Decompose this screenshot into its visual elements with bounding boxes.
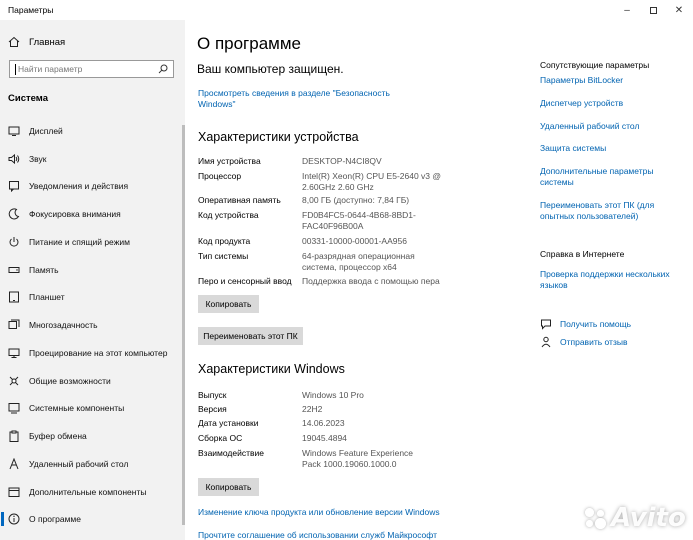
- minimize-icon: –: [624, 4, 630, 16]
- online-help-heading: Справка в Интернете: [540, 249, 625, 259]
- multilanguage-support-link[interactable]: Проверка поддержки нескольких языков: [540, 269, 670, 290]
- sidebar-item-label: Общие возможности: [29, 376, 111, 386]
- projecting-icon: [8, 347, 20, 359]
- notifications-icon: [8, 180, 20, 192]
- bitlocker-link[interactable]: Параметры BitLocker: [540, 75, 624, 85]
- spec-key: Процессор: [198, 171, 242, 181]
- optional-features-icon: [8, 486, 20, 498]
- sidebar-item-label: Память: [29, 265, 59, 275]
- spec-value: 64-разрядная операционная система, процессор x64: [302, 251, 415, 272]
- sidebar-item-label: Проецирование на этот компьютер: [29, 348, 168, 358]
- remote-desktop-icon: [8, 458, 20, 470]
- help-chat-icon: [540, 318, 552, 330]
- clipboard-icon: [8, 430, 20, 442]
- search-box[interactable]: [9, 60, 174, 78]
- spec-key: Версия: [198, 404, 227, 414]
- spec-key: Код устройства: [198, 210, 259, 220]
- text-caret: [15, 64, 16, 75]
- sidebar-item-label: Системные компоненты: [29, 403, 125, 413]
- watermark-text: Avito: [611, 503, 686, 533]
- sidebar-item-optional-features[interactable]: [0, 481, 182, 503]
- home-link[interactable]: [8, 36, 65, 48]
- close-icon: ✕: [674, 4, 684, 16]
- sidebar-item-power[interactable]: [0, 231, 182, 253]
- spec-value: 22H2: [302, 404, 323, 414]
- sidebar-item-about[interactable]: [0, 508, 182, 530]
- avito-logo-icon: [583, 506, 607, 530]
- spec-key: Код продукта: [198, 236, 251, 246]
- sidebar-item-label: Буфер обмена: [29, 431, 87, 441]
- spec-value: Поддержка ввода с помощью пера: [302, 276, 440, 286]
- sidebar-item-label: Дисплей: [29, 126, 63, 136]
- device-specs-heading: Характеристики устройства: [198, 130, 359, 144]
- multitasking-icon: [8, 319, 20, 331]
- sidebar-item-label: Звук: [29, 154, 47, 164]
- protection-status: Ваш компьютер защищен.: [197, 62, 344, 76]
- spec-value: Windows 10 Pro: [302, 390, 364, 400]
- spec-value: 00331-10000-00001-AA956: [302, 236, 407, 246]
- sidebar-item-label: Многозадачность: [29, 320, 98, 330]
- system-components-icon: [8, 402, 20, 414]
- spec-value: 14.06.2023: [302, 418, 345, 428]
- close-button[interactable]: [667, 3, 691, 17]
- sidebar-item-system-components[interactable]: [0, 397, 182, 419]
- get-help-link[interactable]: [540, 318, 631, 330]
- main-content: [185, 20, 535, 540]
- title-bar: [0, 0, 693, 20]
- service-agreement-link[interactable]: Прочтите соглашение об использовании служб Майкрософт: [198, 530, 437, 540]
- spec-value: Intel(R) Xeon(R) CPU E5-2640 v3 @ 2.60GHz 2.60 GHz: [302, 171, 442, 192]
- security-details-link[interactable]: Просмотреть сведения в разделе "Безопасность Windows": [198, 88, 390, 109]
- sidebar-item-label: Планшет: [29, 292, 65, 302]
- home-label: Главная: [29, 36, 66, 48]
- spec-key: Перо и сенсорный ввод: [198, 276, 292, 286]
- spec-value: FD0B4FC5-0644-4B68-8BD1-FAC40F96B00A: [302, 210, 416, 231]
- sidebar-item-sound[interactable]: [0, 148, 182, 170]
- system-protection-link[interactable]: Защита системы: [540, 143, 607, 153]
- sidebar-item-label: Дополнительные компоненты: [29, 487, 147, 497]
- feedback-link[interactable]: [540, 336, 627, 348]
- home-icon: [8, 36, 20, 48]
- sound-icon: [8, 153, 20, 165]
- maximize-button[interactable]: [641, 3, 665, 17]
- spec-value: DESKTOP-N4CI8QV: [302, 156, 382, 166]
- sidebar-item-storage[interactable]: [0, 259, 182, 281]
- window-title: Параметры: [8, 5, 54, 15]
- shared-experiences-icon: [8, 375, 20, 387]
- rename-pc-advanced-link[interactable]: Переименовать этот ПК (для опытных пользователей): [540, 200, 655, 221]
- page-title: О программе: [197, 34, 302, 53]
- sidebar-item-tablet[interactable]: [0, 286, 182, 308]
- spec-key: Тип системы: [198, 251, 249, 261]
- focus-assist-icon: [8, 208, 20, 220]
- spec-value: Windows Feature Experience Pack 1000.19060.1000.0: [302, 448, 414, 469]
- power-icon: [8, 236, 20, 248]
- related-settings-heading: Сопутствующие параметры: [540, 60, 650, 70]
- sidebar-item-notifications[interactable]: [0, 175, 182, 197]
- sidebar-item-projecting[interactable]: [0, 342, 182, 364]
- spec-key: Дата установки: [198, 418, 259, 428]
- sidebar-item-multitasking[interactable]: [0, 314, 182, 336]
- sidebar-item-label: Удаленный рабочий стол: [29, 459, 129, 469]
- minimize-button[interactable]: [615, 3, 639, 17]
- spec-value: 8,00 ГБ (доступно: 7,84 ГБ): [302, 195, 410, 205]
- spec-key: Сборка ОС: [198, 433, 243, 443]
- change-product-key-link[interactable]: Изменение ключа продукта или обновление версии Windows: [198, 507, 440, 517]
- sidebar-item-label: Питание и спящий режим: [29, 237, 130, 247]
- sidebar-item-label: Уведомления и действия: [29, 181, 129, 191]
- storage-icon: [8, 264, 20, 276]
- spec-value: 19045.4894: [302, 433, 347, 443]
- spec-key: Взаимодействие: [198, 448, 264, 458]
- sidebar-item-shared-experiences[interactable]: [0, 370, 182, 392]
- sidebar-item-focus-assist[interactable]: [0, 203, 182, 225]
- search-icon: [158, 64, 168, 74]
- section-title: Система: [8, 93, 48, 104]
- advanced-system-settings-link[interactable]: Дополнительные параметры системы: [540, 166, 654, 187]
- avito-watermark: [583, 496, 693, 540]
- sidebar-item-label: Фокусировка внимания: [29, 209, 121, 219]
- maximize-icon: [650, 7, 657, 14]
- spec-key: Имя устройства: [198, 156, 261, 166]
- feedback-label: Отправить отзыв: [560, 337, 628, 347]
- get-help-label: Получить помощь: [560, 319, 632, 329]
- sidebar-item-label: О программе: [29, 514, 82, 524]
- windows-specs-heading: Характеристики Windows: [198, 362, 345, 376]
- feedback-icon: [540, 336, 552, 348]
- copy-windows-specs-button[interactable]: Копировать: [198, 478, 259, 496]
- copy-device-specs-button[interactable]: Копировать: [198, 295, 259, 313]
- spec-key: Оперативная память: [198, 195, 281, 205]
- sidebar-item-clipboard[interactable]: [0, 425, 182, 447]
- sidebar-item-display[interactable]: [0, 120, 182, 142]
- remote-desktop-link[interactable]: Удаленный рабочий стол: [540, 121, 640, 131]
- rename-pc-button[interactable]: Переименовать этот ПК: [198, 327, 303, 345]
- sidebar-item-remote-desktop[interactable]: [0, 453, 182, 475]
- device-manager-link[interactable]: Диспетчер устройств: [540, 98, 624, 108]
- spec-key: Выпуск: [198, 390, 227, 400]
- related-settings-panel: [540, 20, 693, 540]
- display-icon: [8, 125, 20, 137]
- tablet-icon: [8, 291, 20, 303]
- about-icon: [8, 513, 20, 525]
- sidebar: [0, 20, 185, 540]
- search-input[interactable]: [18, 64, 158, 74]
